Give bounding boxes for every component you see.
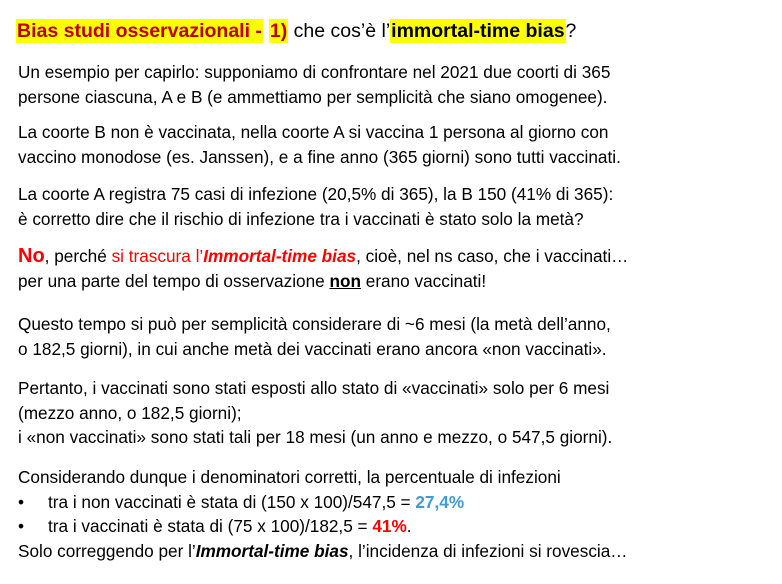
text-line: i «non vaccinati» sono stati tali per 18 mesi (un anno e mezzo, o 547,5 giorni).: [18, 427, 613, 447]
answer-text: , perché: [44, 246, 112, 266]
text-line: Considerando dunque i denominatori corretti, la percentuale di infezioni: [18, 467, 561, 487]
text-line: persone ciascuna, A e B (e ammettiamo per semplicità che siano omogenee).: [18, 86, 608, 107]
answer-non: non: [329, 270, 361, 291]
bullet-icon: •: [18, 516, 25, 536]
text-line: Un esempio per capirlo: supponiamo di confrontare nel 2021 due coorti di 365: [18, 62, 611, 82]
title-question-mark: ?: [565, 20, 577, 42]
conclusion-text: Solo correggendo per l’: [18, 540, 196, 561]
paragraph-answer: [18, 244, 628, 293]
answer-text: erano vaccinati!: [360, 270, 487, 291]
text-line: è corretto dire che il rischio di infezione tra i vaccinati è stato solo la metà?: [18, 208, 584, 229]
answer-red-text: si trascura l’: [111, 246, 204, 266]
paragraph-cases: [18, 182, 613, 231]
conclusion-bias-term: Immortal-time bias: [195, 540, 349, 561]
text-line: [18, 244, 628, 269]
bullet-text: tra i non vaccinati è stata di (150 x 100)/547,5 =: [48, 491, 416, 512]
bullet-icon: •: [18, 491, 25, 512]
conclusion-text: , l’incidenza di infezioni si rovescia…: [348, 540, 628, 561]
bullet-item: [18, 490, 628, 515]
paragraph-exposure: [18, 376, 612, 450]
bullet-text: .: [406, 516, 412, 536]
slide-title: [16, 18, 576, 44]
title-text: che cos’è l’: [288, 20, 391, 42]
rate-unvaccinated: 27,4%: [415, 491, 465, 512]
paragraph-cohorts: [18, 120, 621, 169]
text-line: La coorte A registra 75 casi di infezione (20,5% di 365), la B 150 (41% di 365):: [18, 184, 614, 204]
text-line: [18, 539, 628, 564]
rate-vaccinated: 41%: [372, 516, 407, 536]
title-number: 1): [269, 20, 288, 42]
paragraph-example: [18, 60, 610, 109]
answer-bias-term: Immortal-time bias: [203, 246, 357, 266]
text-line: vaccino monodose (es. Janssen), e a fine anno (365 giorni) sono tutti vaccinati.: [18, 146, 621, 167]
title-highlight: Bias studi osservazionali -: [17, 20, 262, 42]
paragraph-correction: [18, 465, 628, 563]
paragraph-time: [18, 312, 611, 361]
answer-no: No: [18, 245, 45, 267]
text-line: Questo tempo si può per semplicità considerare di ~6 mesi (la metà dell’anno,: [18, 314, 611, 334]
text-line: o 182,5 giorni), in cui anche metà dei vaccinati erano ancora «non vaccinati».: [18, 338, 607, 359]
bullet-text: tra i vaccinati è stata di (75 x 100)/182,5 =: [48, 516, 373, 536]
text-line: La coorte B non è vaccinata, nella coorte A si vaccina 1 persona al giorno con: [18, 122, 609, 142]
text-line: [18, 269, 628, 294]
text-line: Pertanto, i vaccinati sono stati esposti allo stato di «vaccinati» solo per 6 mesi: [18, 378, 610, 398]
answer-text: per una parte del tempo di osservazione: [18, 270, 330, 291]
title-term: immortal-time bias: [391, 20, 565, 42]
answer-text: , cioè, nel ns caso, che i vaccinati…: [356, 246, 629, 266]
text-line: (mezzo anno, o 182,5 giorni);: [18, 402, 242, 423]
bullet-item: [18, 514, 628, 539]
